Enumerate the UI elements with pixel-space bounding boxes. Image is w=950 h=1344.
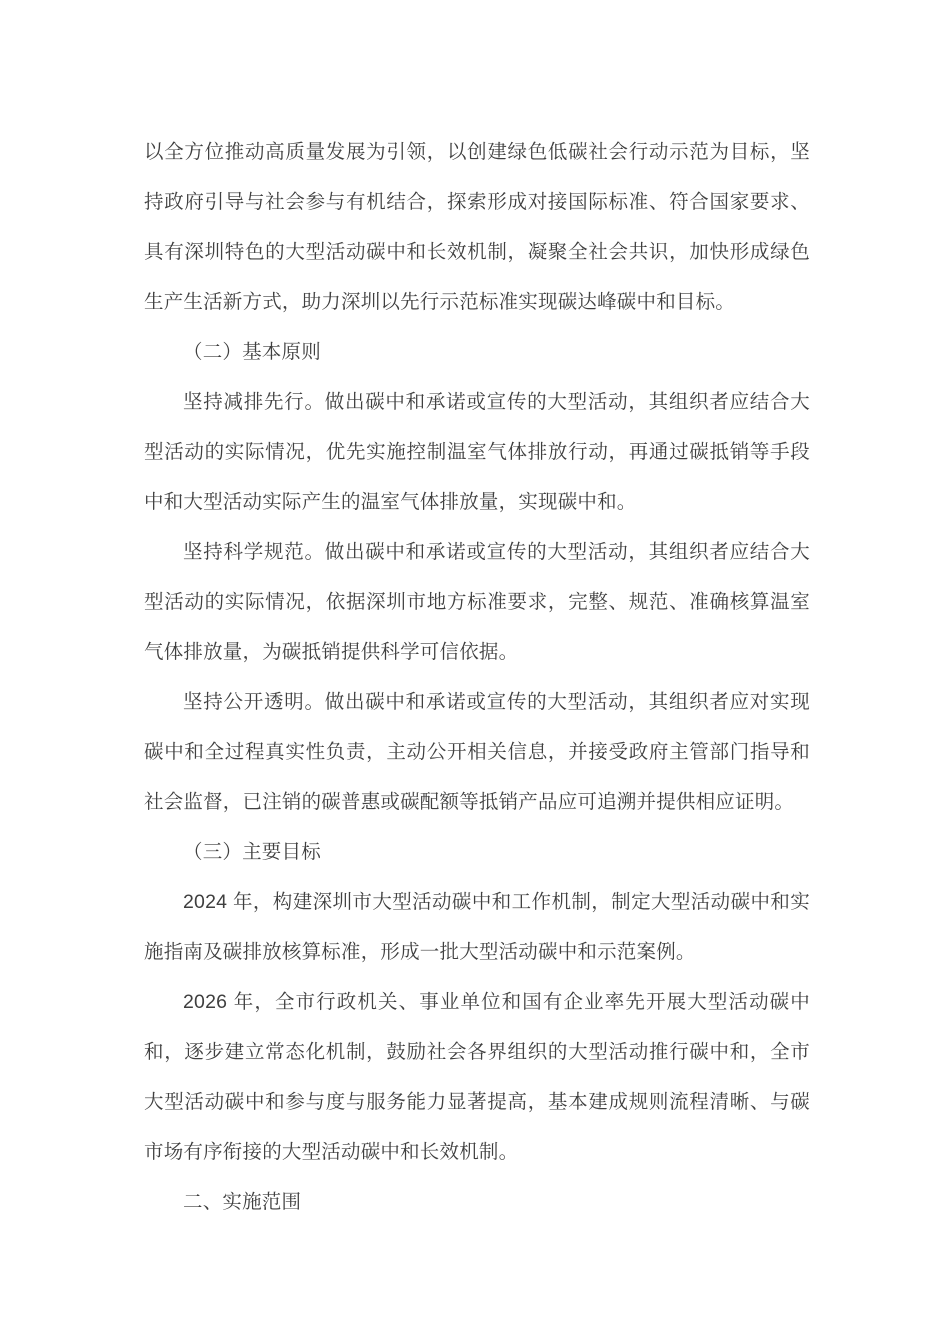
heading-section-ii-implementation-scope: 二、实施范围 [183, 1191, 302, 1213]
para-guiding-ideology-continued: 以全方位推动高质量发展为引领，以创建绿色低碳社会行动示范为目标，坚持政府引导与社会参与有机结合，探索形成对接国际标准、符合国家要求、具有深圳特色的大型活动碳中和长效机制，凝聚全社会共识，加快形成绿色生产生活新方式，助力深圳以先行示范标准实现碳达峰碳中和目标。 [144, 141, 810, 313]
heading-section-2-basic-principles: （二）基本原则 [183, 341, 321, 363]
para-goal-2026: 2026 年，全市行政机关、事业单位和国有企业率先开展大型活动碳中和，逐步建立常态化机制，鼓励社会各界组织的大型活动推行碳中和，全市大型活动碳中和参与度与服务能力显著提高，基本建成规则流程清晰、与碳市场有序衔接的大型活动碳中和长效机制。 [144, 991, 810, 1163]
para-principle-open-transparent: 坚持公开透明。做出碳中和承诺或宣传的大型活动，其组织者应对实现碳中和全过程真实性负责，主动公开相关信息，并接受政府主管部门指导和社会监督，已注销的碳普惠或碳配额等抵销产品应可追溯并提供相应证明。 [144, 691, 810, 813]
para-principle-scientific-standard: 坚持科学规范。做出碳中和承诺或宣传的大型活动，其组织者应结合大型活动的实际情况，依据深圳市地方标准要求，完整、规范、准确核算温室气体排放量，为碳抵销提供科学可信依据。 [144, 541, 810, 663]
heading-section-3-main-goals: （三）主要目标 [183, 841, 321, 863]
para-goal-2024: 2024 年，构建深圳市大型活动碳中和工作机制，制定大型活动碳中和实施指南及碳排放核算标准，形成一批大型活动碳中和示范案例。 [144, 891, 810, 963]
para-principle-reduction-first: 坚持减排先行。做出碳中和承诺或宣传的大型活动，其组织者应结合大型活动的实际情况，优先实施控制温室气体排放行动，再通过碳抵销等手段中和大型活动实际产生的温室气体排放量，实现碳中和。 [144, 391, 810, 513]
